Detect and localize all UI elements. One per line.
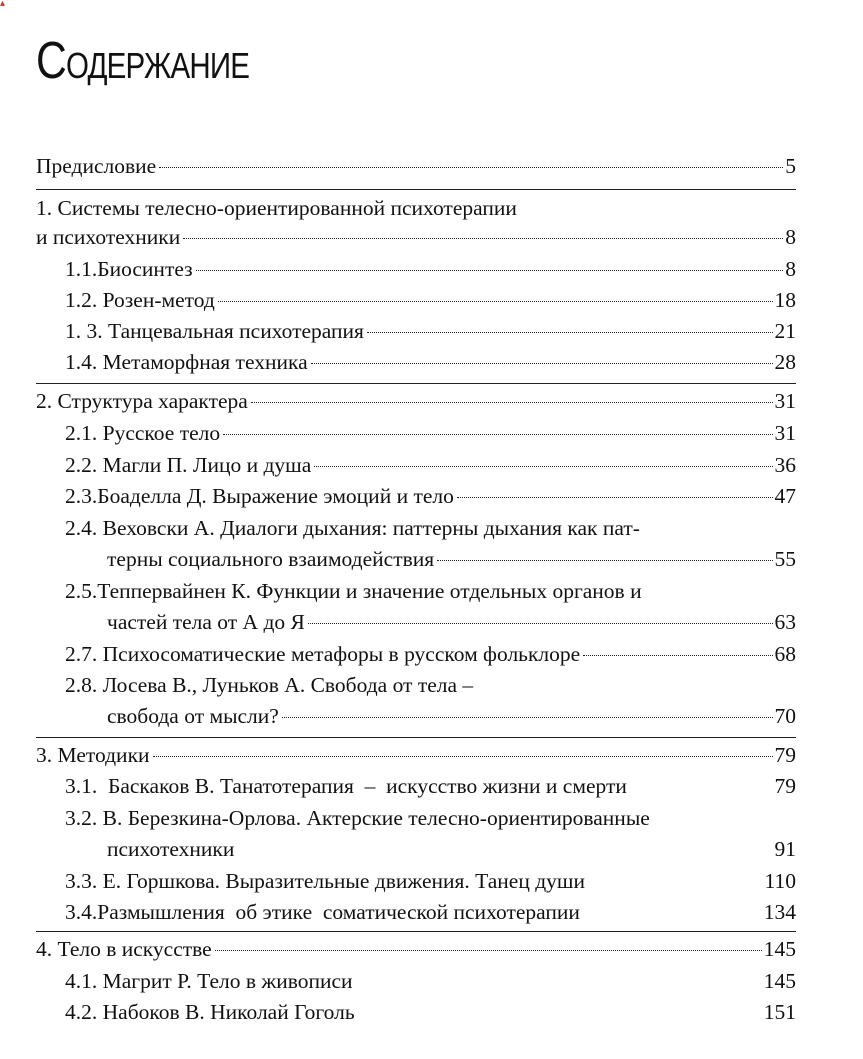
toc-entry-2-1[interactable]: [65, 418, 796, 448]
toc-entry-4-2[interactable]: [65, 997, 796, 1027]
toc-entry-label: 3. Методики: [36, 743, 150, 767]
toc-entry-1-4[interactable]: [65, 347, 796, 377]
toc-entry-2-8-line1[interactable]: [65, 670, 796, 700]
toc-entry-label: 2.1. Русское тело: [65, 421, 221, 445]
toc-page-number: 8: [785, 225, 796, 249]
toc-page-number: 151: [763, 1000, 796, 1024]
toc-entry-1-3[interactable]: [65, 316, 796, 346]
toc-entry-1-2[interactable]: [65, 285, 796, 315]
toc-page-number: 63: [774, 610, 796, 634]
toc-chapter-1-line1[interactable]: [36, 193, 796, 223]
dot-leader: [437, 560, 772, 561]
toc-page-number: 5: [785, 154, 796, 178]
toc-entry-label: 4.1. Магрит Р. Тело в живописи: [65, 969, 353, 993]
corner-mark-icon: ▴: [0, 0, 6, 9]
toc-entry-label: 1. Системы телесно-ориентированной психотерапии: [36, 196, 517, 220]
dot-leader: [314, 466, 772, 467]
toc-entry-label: 4.2. Набоков В. Николай Гоголь: [65, 1000, 355, 1024]
dot-leader: [218, 301, 773, 302]
toc-page-number: 79: [774, 774, 796, 798]
dot-leader: [311, 363, 773, 364]
toc-entry-label: 3.2. В. Березкина-Орлова. Актерские телесно-ориентированные: [65, 806, 650, 830]
toc-entry-label: 3.3. Е. Горшкова. Выразительные движения. Танец души: [65, 869, 585, 893]
toc-entry-2-5-line1[interactable]: [65, 576, 796, 606]
toc-entry-label: 3.1. Баскаков В. Танатотерапия – искусство жизни и смерти: [65, 774, 627, 798]
toc-chapter-2[interactable]: [36, 386, 796, 416]
toc-page-number: 145: [763, 937, 796, 961]
toc-page-number: 79: [774, 743, 796, 767]
toc-entry-label: 2.4. Веховски А. Диалоги дыхания: паттерны дыхания как пат-: [65, 516, 640, 540]
toc-entry-label: 1.2. Розен-метод: [65, 288, 215, 312]
toc-page-number: 47: [774, 484, 796, 508]
dot-leader: [196, 270, 784, 271]
toc-page-number: 8: [785, 257, 796, 281]
dot-leader: [457, 497, 773, 498]
toc-entry-label: 4. Тело в искусстве: [36, 937, 212, 961]
toc-entry-label: 2.5.Теппервайнен К. Функции и значение отдельных органов и: [65, 579, 642, 603]
toc-entry-1-1[interactable]: [65, 254, 796, 284]
toc-entry-label: 3.4.Размышления об этике соматической психотерапии: [65, 900, 580, 924]
toc-entry-3-2[interactable]: [107, 834, 796, 864]
toc-entry-2-3[interactable]: [65, 481, 796, 511]
toc-entry-preface[interactable]: [36, 151, 796, 181]
toc-entry-label: 2.8. Лосева В., Луньков А. Свобода от тела –: [65, 673, 474, 697]
toc-chapter-3[interactable]: [36, 740, 796, 770]
dot-leader: [251, 402, 773, 403]
toc-entry-label: 1.1.Биосинтез: [65, 257, 193, 281]
toc-entry-3-4[interactable]: [65, 897, 796, 927]
toc-page-number: 28: [774, 350, 796, 374]
dot-leader: [183, 238, 783, 239]
toc-entry-label: 2.3.Боаделла Д. Выражение эмоций и тело: [65, 484, 454, 508]
toc-page-number: 134: [763, 900, 796, 924]
toc-page-number: 70: [774, 704, 796, 728]
toc-entry-2-4-line1[interactable]: [65, 513, 796, 543]
toc-page-number: 21: [774, 319, 796, 343]
toc-entry-label: 2.7. Психосоматические метафоры в русском фольклоре: [65, 642, 581, 666]
toc-entry-label: 2. Структура характера: [36, 389, 248, 413]
dot-leader: [282, 717, 773, 718]
toc-entry-label: 1. 3. Танцевальная психотерапия: [65, 319, 364, 343]
dot-leader: [153, 756, 773, 757]
toc-entry-2-2[interactable]: [65, 450, 796, 480]
toc-entry-3-3[interactable]: [65, 866, 796, 896]
toc-entry-4-1[interactable]: [65, 966, 796, 996]
toc-page-number: 55: [774, 547, 796, 571]
toc-page-number: 145: [763, 969, 796, 993]
toc-page-number: 31: [774, 389, 796, 413]
dot-leader: [223, 434, 772, 435]
toc-entry-2-7[interactable]: [65, 639, 796, 669]
dot-leader: [583, 655, 772, 656]
toc-entry-2-8[interactable]: [107, 701, 796, 731]
toc-entry-2-4[interactable]: [107, 544, 796, 574]
toc-entry-label: свобода от мысли?: [107, 704, 279, 728]
toc-page-number: 36: [774, 453, 796, 477]
dot-leader: [215, 950, 762, 951]
dot-leader: [308, 623, 773, 624]
toc-entry-2-5[interactable]: [107, 607, 796, 637]
toc-page-number: 91: [774, 837, 796, 861]
toc-entry-label: 2.2. Магли П. Лицо и душа: [65, 453, 312, 477]
toc-page-number: 68: [774, 642, 796, 666]
toc-entry-label: частей тела от А до Я: [107, 610, 305, 634]
dot-leader: [159, 167, 783, 168]
toc-entry-label: 1.4. Метаморфная техника: [65, 350, 308, 374]
section-divider: [36, 383, 796, 384]
toc-entry-label: психотехники: [107, 837, 235, 861]
toc-page-number: 110: [764, 869, 796, 893]
toc-chapter-4[interactable]: [36, 934, 796, 964]
section-divider: [36, 931, 796, 932]
toc-entry-3-2-line1[interactable]: [65, 803, 796, 833]
toc-entry-label: терны социального взаимодействия: [107, 547, 435, 571]
toc-entry-label: Предисловие: [36, 154, 157, 178]
toc-chapter-1[interactable]: [36, 222, 796, 252]
section-divider: [36, 737, 796, 738]
toc-entry-3-1[interactable]: [65, 771, 796, 801]
page-title: Содержание: [36, 32, 250, 90]
dot-leader: [367, 332, 773, 333]
toc-entry-label: и психотехники: [36, 225, 181, 249]
toc-page-number: 31: [774, 421, 796, 445]
toc-page-number: 18: [774, 288, 796, 312]
section-divider: [36, 189, 796, 190]
